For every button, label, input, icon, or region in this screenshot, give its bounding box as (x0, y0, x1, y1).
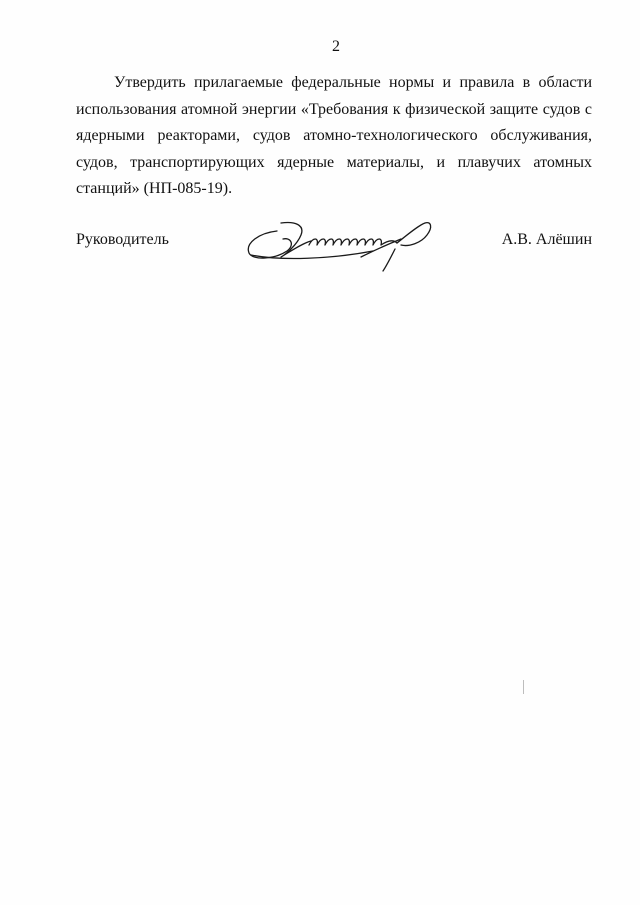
signatory-title: Руководитель (76, 231, 169, 248)
page-number: 2 (332, 38, 340, 55)
signature-block (76, 225, 592, 265)
handwritten-signature-image (241, 215, 451, 273)
approval-paragraph: Утвердить прилагаемые федеральные нормы и правила в области использования атомной энергии «Требования к физической защите судов с ядерными реакторами, судов атомно-технологического обслуживания, судов, транспортирующих ядерные материалы, и плавучих атомных станций» (НП-085-19). (76, 74, 592, 197)
signatory-name: А.В. Алёшин (501, 231, 592, 248)
scan-artifact (523, 680, 524, 694)
